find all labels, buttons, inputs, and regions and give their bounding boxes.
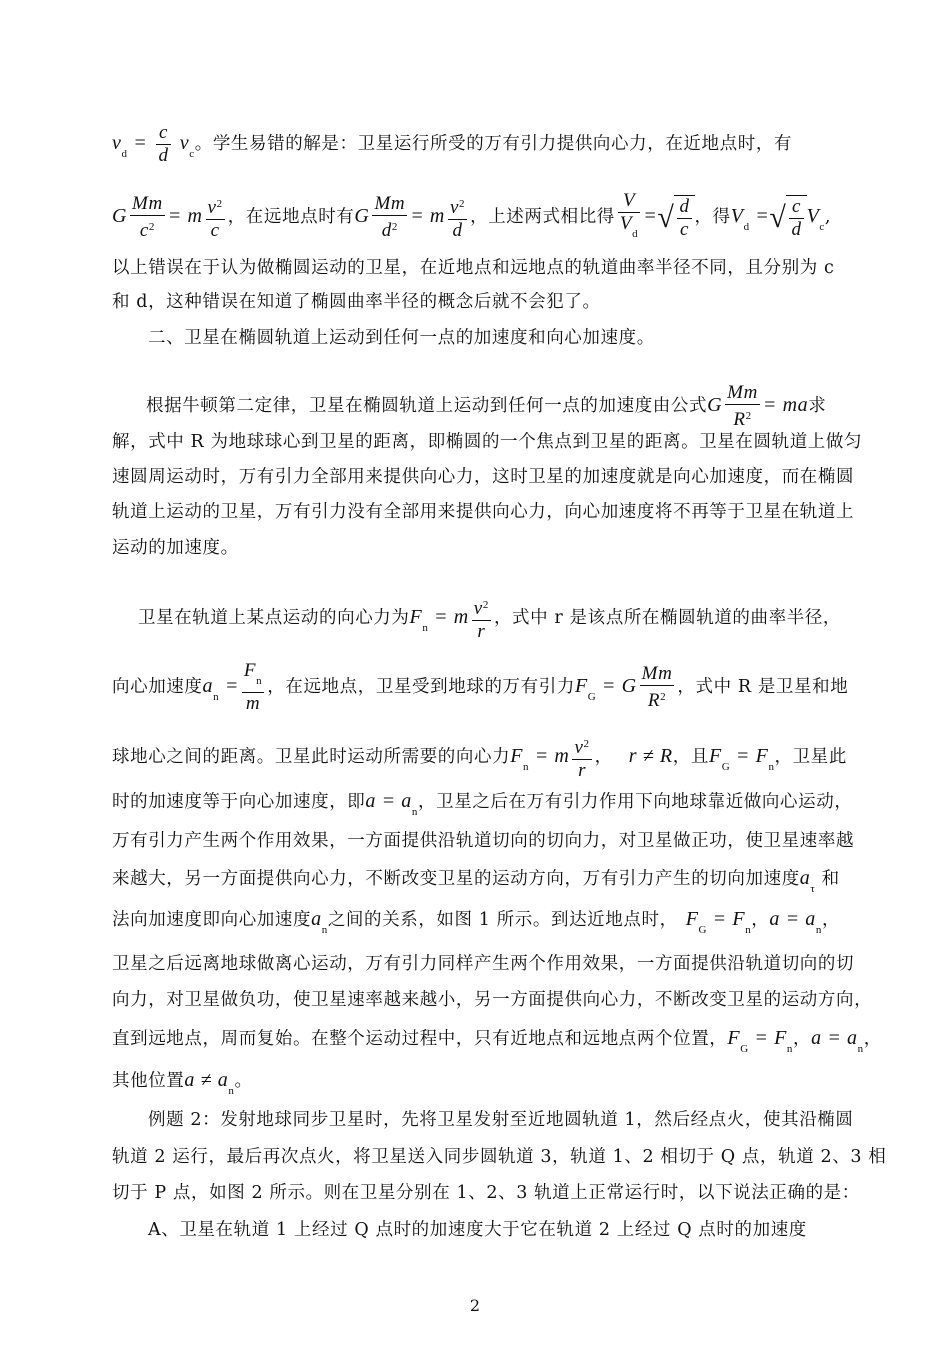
paragraph-line: $v_d$ = $\frac{c}{d}$ $v_c$。学生易错的解是：卫星运行所受的万有引力提供向心力，在近地点时，有: [112, 122, 793, 166]
formula-newton: $\frac{Mm}{R^2}$: [727, 382, 758, 430]
paragraph-line: 球地心之间的距离。卫星此时运动所需要的向心力$F_n = m$ $\frac{v^2}{r}$ ， r ≠ R，且$F_G = F_n$，卫星此: [112, 737, 847, 781]
example-line: 轨道 2 运行，最后再次点火，将卫星送入同步圆轨道 3，轨道 1、2 相切于 Q 点，轨道 2、3 相: [112, 1147, 887, 1167]
paragraph-line: 解，式中 R 为地球球心到卫星的距离，即椭圆的一个焦点到卫星的距离。卫星在圆轨道上做匀: [112, 432, 863, 452]
paragraph-line: 卫星在轨道上某点运动的向心力为$F_n = m$ $\frac{v^2}{r}$ ，式中 r 是该点所在椭圆轨道的曲率半径，: [138, 594, 886, 643]
formula-fraction: $\frac{c}{d}$: [158, 122, 169, 166]
formula-an: $\frac{F_n}{m}$: [243, 660, 263, 714]
paragraph-line: 运动的加速度。: [112, 538, 239, 558]
page-number: 2: [469, 1296, 481, 1315]
paragraph-line: 时的加速度等于向心加速度，即$a = a_n$，卫星之后在万有引力作用下向地球靠近做向心运动，: [112, 790, 853, 818]
paragraph-line: 轨道上运动的卫星，万有引力没有全部用来提供向心力，向心加速度将不再等于卫星在轨道上: [112, 502, 855, 522]
formula-near: G: [112, 205, 128, 227]
paragraph-line: G $\frac{Mm}{c^2}$ = m $\frac{v^2}{c}$ ，在远地点时有G $\frac{Mm}{d^2}$ = m $\frac{v^2}{d}$ ，上述两式相比得 $\frac{V}{V_d}$ =√ $\frac{d}{c}$ ，得$V_d$ =√ $\frac{c}{d}$ $V_c$,: [112, 190, 860, 245]
formula-vd: $v_d$ =: [112, 132, 148, 160]
formula-fg: $\frac{Mm}{R^2}$: [641, 663, 673, 711]
paragraph-line: 和 d，这种错误在知道了椭圆曲率半径的概念后就不会犯了。: [112, 292, 601, 312]
formula-far: G: [354, 205, 370, 227]
paragraph-line: 根据牛顿第二定律，卫星在椭圆轨道上运动到任何一点的加速度由公式G $\frac{Mm}{R^2}$ = ma求: [146, 382, 827, 430]
option-a: A、卫星在轨道 1 上经过 Q 点时的加速度大于它在轨道 2 上经过 Q 点时的加速度: [148, 1220, 807, 1240]
paragraph-line: 直到远地点，周而复始。在整个运动过程中，只有近地点和远地点两个位置，$F_G = F_n$，$a = a_n$，: [112, 1027, 882, 1055]
paragraph-line: 卫星之后远离地球做离心运动，万有引力同样产生两个作用效果，一方面提供沿轨道切向的切: [112, 954, 855, 974]
example-line: 例题 2：发射地球同步卫星时，先将卫星发射至近地圆轨道 1，然后经点火，使其沿椭圆: [148, 1110, 854, 1130]
text-span: ，在远地点时有: [227, 207, 355, 227]
formula-centripetal: $\frac{v^2}{r}$: [473, 598, 489, 642]
text-span: ，得: [694, 207, 731, 227]
section-heading: 二、卫星在椭圆轨道上运动到任何一点的加速度和向心加速度。: [148, 328, 655, 348]
paragraph-line: 其他位置$a \ne a_n$。: [112, 1069, 253, 1097]
text-span: 。学生易错的解是：卫星运行所受的万有引力提供向心力，在近地点时，有: [194, 134, 793, 154]
paragraph-line: 向力，对卫星做负功，使卫星速率越来越小，另一方面提供向心力，不断改变卫星的运动方向，: [112, 990, 873, 1010]
paragraph-line: 法向加速度即向心加速度$a_n$之间的关系，如图 1 所示。到达近地点时， $F_G = F_n$，$a = a_n$，: [112, 908, 841, 936]
paragraph-line: 万有引力产生两个作用效果，一方面提供沿轨道切向的切向力，对卫星做正功，使卫星速率越: [112, 831, 855, 851]
formula-vd2: $V_d$ =: [730, 205, 770, 233]
formula-ratio: $\frac{V}{V_d}$: [618, 190, 640, 245]
paragraph-line: 以上错误在于认为做椭圆运动的卫星，在近地点和远地点的轨道曲率半径不同，且分别为 c: [112, 258, 835, 278]
paragraph-line: 向心加速度$a_n$ = $\frac{F_n}{m}$ ，在远地点，卫星受到地球的万有引力$F_G = G$ $\frac{Mm}{R^2}$ ，式中 R 是卫星和地: [112, 660, 849, 714]
text-span: ，上述两式相比得: [470, 207, 615, 227]
paragraph-line: 速圆周运动时，万有引力全部用来提供向心力，这时卫星的加速度就是向心加速度，而在椭圆: [112, 467, 855, 487]
example-line: 切于 P 点，如图 2 所示。则在卫星分别在 1、2、3 轨道上正常运行时，以下说法正确的是：: [112, 1183, 860, 1203]
paragraph-line: 来越大，另一方面提供向心力，不断改变卫星的运动方向，万有引力产生的切向加速度$a_\tau$ 和: [112, 867, 840, 895]
